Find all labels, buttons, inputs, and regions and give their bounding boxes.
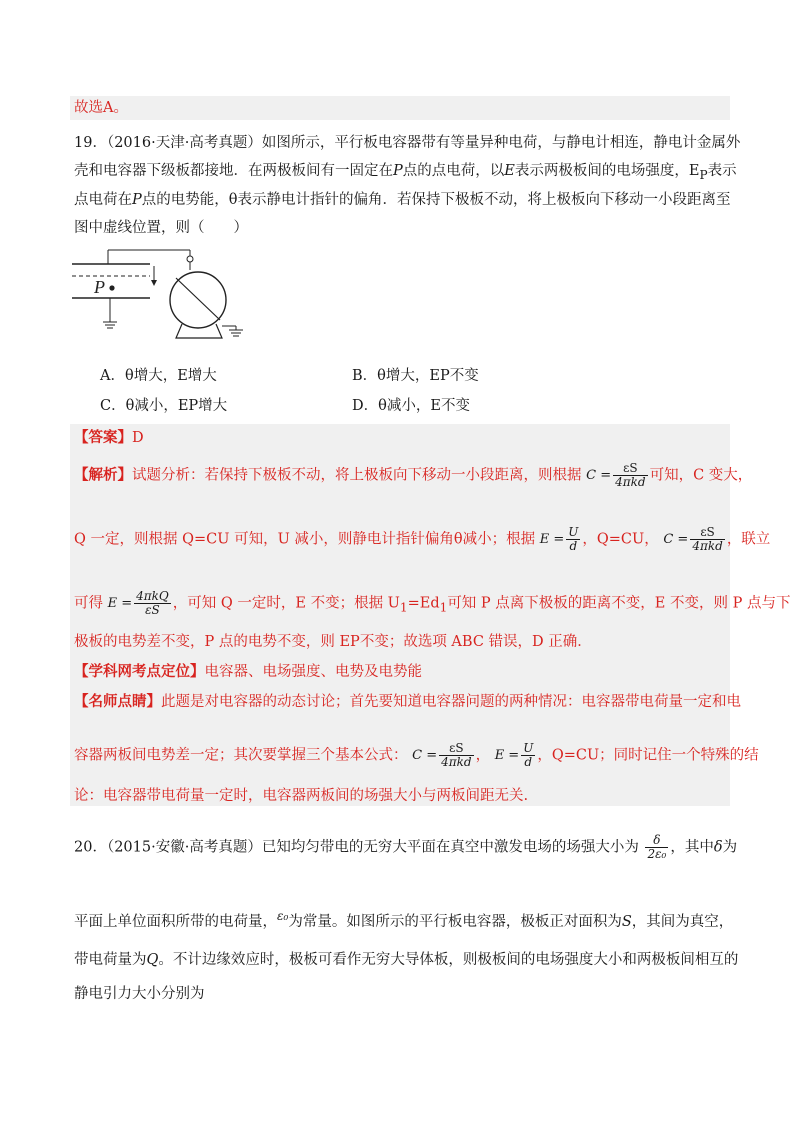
formula-c: C = $\frac{\varepsilon S}{\text{4πkd}}$ <box>586 461 646 489</box>
q19-source: （2016·天津·高考真题） <box>106 135 262 151</box>
q20-number: 20． <box>74 839 107 856</box>
formula-c-2: C = $\frac{\varepsilon S}{\text{4πkd}}$ <box>663 525 723 553</box>
q19-number: 19． <box>74 135 107 151</box>
q20-line-3: 带电荷量为Q。不计边缘效应时，极板可看作无穷大导体板，则极板间的电场强度大小和两极板间相互的 <box>74 952 739 968</box>
q19-option-a[interactable]: A．θ增大，E增大 <box>100 368 217 384</box>
jiexi-line-1: 【解析】试题分析：若保持下极板不动，将上极板向下移动一小段距离，则根据 C = $\frac{\varepsilon S}{\text{4πkd}}$ 可知，C 变大， <box>74 461 753 489</box>
q19-line-2: 壳和电容器下级板都接地．在两极板间有一固定在P点的点电荷，以E表示两极板间的电场强度，$E_P$表示 <box>74 163 737 182</box>
q19-option-c[interactable]: C．θ减小，EP增大 <box>100 398 228 414</box>
formula-e: E = $\frac{U}{d}$ <box>539 525 579 553</box>
formula-e-2: E = $\frac{\text{4πkQ}}{\varepsilon S}$ <box>107 589 169 617</box>
dianjing-line-1: 【名师点睛】此题是对电容器的动态讨论；首先要知道电容器问题的两种情况：电容器带电荷量一定和电 <box>74 693 741 710</box>
answer-line <box>74 428 144 448</box>
capacitor-electrometer-diagram <box>72 244 248 344</box>
q19-line-4: 图中虚线位置，则（ ） <box>74 220 248 236</box>
q19-option-b[interactable]: B．θ增大，EP不变 <box>352 368 479 384</box>
jiexi-line-3: 可得 E = $\frac{\text{4πkQ}}{\varepsilon S}$ ，可知 Q 一定时，E 不变；根据 $U_1=Ed_1$可知 P 点离下极板的距离不变，E 不变，则 P 点与下 <box>74 589 791 617</box>
formula-field: $\frac{\delta}{\text{2ε₀}}$ <box>647 833 667 861</box>
jiexi-line-2: Q 一定，则根据 Q=CU 可知，U 减小，则静电计指针偏角θ减小；根据 E = $\frac{U}{d}$ ，Q=CU， C = $\frac{\varepsilon S}{\text{4πkd}}$ ，联立 <box>74 525 771 553</box>
dianjing-line-3: 论：电容器带电荷量一定时，电容器两板间的场强大小与两板间距无关. <box>74 788 529 804</box>
prev-answer-band <box>70 96 730 120</box>
q19-line-3: 点电荷在P点的电势能，θ表示静电计指针的偏角．若保持下极板不动，将上极板向下移动一小段距离至 <box>74 192 731 208</box>
q19-line-1: 19．（2016·天津·高考真题）如图所示，平行板电容器带有等量异种电荷，与静电计相连，静电计金属外 <box>74 135 741 151</box>
q20-line-1: 20．（2015·安徽·高考真题）已知均匀带电的无穷大平面在真空中激发电场的场强大小为 $\frac{\delta}{\text{2ε₀}}$ ，其中δ为 <box>74 833 738 861</box>
q20-source: （2015·安徽·高考真题） <box>106 839 262 856</box>
q19-option-d[interactable]: D．θ减小，E不变 <box>352 398 470 414</box>
dianjing-line-2: 容器两板间电势差一定；其次要掌握三个基本公式： C = $\frac{\varepsilon S}{\text{4πkd}}$ ， E = $\frac{U}{d}$ ，Q=CU；同时记住一个特殊的结 <box>74 741 759 769</box>
answer-tag: 【答案】 <box>74 429 132 446</box>
point-p-dot <box>109 285 114 290</box>
jiexi-line-4: 极板的电势差不变，P 点的电势不变，则 EP不变；故选项 ABC 错误，D 正确． <box>74 634 592 650</box>
point-p-label: P <box>94 277 105 297</box>
answer-value: D <box>132 430 144 446</box>
q20-line-2: 平面上单位面积所带的电荷量，$^{\varepsilon_0}$为常量。如图所示的平行板电容器，极板正对面积为S，其间为真空， <box>74 909 734 930</box>
q20-line-4: 静电引力大小分别为 <box>74 986 205 1002</box>
prev-answer-end: 故选A。 <box>74 100 128 116</box>
formula-e-3: E = $\frac{U}{d}$ <box>494 741 534 769</box>
formula-c-3: C = $\frac{\varepsilon S}{\text{4πkd}}$ <box>412 741 472 769</box>
kaodian-line: 【学科网考点定位】电容器、电场强度、电势及电势能 <box>74 663 422 680</box>
